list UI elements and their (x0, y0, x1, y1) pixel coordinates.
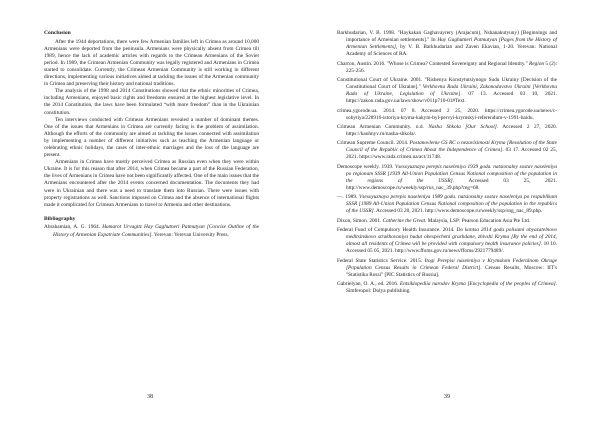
ref-title: Hay Gaghutneri Patmutyan [Pages from the History of Armenian Settlements] (346, 37, 557, 51)
bibliography-entry (337, 30, 557, 58)
bibliography-entry (337, 140, 557, 161)
ref-text: Crimean Supreme Council. 2014. (337, 140, 410, 147)
conclusion-heading: Conclusion (44, 30, 71, 36)
ref-text: . Accessed 03 20, 2021. http://www.demoscope.ru/weekly/ssp/sng_nac_89.php. (373, 208, 543, 215)
conclusion-paragraph: Ten interviews conducted with Crimean Armenians revealed a number of dominant themes. One of the issues that Armenians in Crimea are currently facing is the problem of assimilation. Although the efforts of the community are aimed at tackling the issues connected with assimilation by implementing a number of different initiatives such as teaching the Armenian language or celebrating ethnic holidays, the cases of inter-ethnic marriages and the loss of the language are present. (44, 116, 259, 159)
bibliography-entry (337, 258, 557, 279)
ref-text: Abrahamian, A. G. 1964. (44, 224, 103, 231)
bibliography-entry (337, 61, 557, 75)
ref-text: , by V. B. Barkhudarian and Zaven Ekavian, 1-20. Yerevan: National Academy of Sciences of RA. (346, 44, 558, 58)
bibliography-entry (337, 108, 557, 122)
ref-text: Constitutional Court of Ukraine. 2001. "Rishenya Konstytutsiynogo Sudu Ukrainy [Decision of the Constitutional Court of Ukraine]." (337, 76, 557, 91)
ref-title: Entsiklopediia narodov Kryma [Encyclopedia of the peoples of Crimea] (399, 281, 556, 288)
ref-text: —. 1989. (337, 194, 360, 201)
ref-text: . Simferopol: Dolya publishing. (346, 281, 557, 295)
ref-title: Verkhovna Rada Ukraini, Zakonodavstvo Ukraini [Verkhovna Rada of Ukraine, Legislation of Ukraine] (346, 84, 557, 98)
ref-title: Itogi Perepisi naseleniya v Krymskom Federalnom Okruge [Population Census Results in Crimean Federal District] (346, 257, 557, 271)
left-column (44, 30, 259, 241)
ref-title: Vsesoyuznaya perepis naseleniya 1939 goda. natsionalny sostav naseleniya po regionam SSSR [1939 All-Union Population Census National composition of the population in the regions of the USSR] (346, 163, 558, 184)
ref-title: Catherine the Great (382, 217, 426, 224)
ref-text: Federal State Statistics Service. 2015. (337, 257, 425, 264)
ref-text: Federal Fund of Compulsory Health Insurance. 2014. (337, 227, 457, 234)
bibliography-entry (44, 224, 259, 238)
bibliography-entry (337, 77, 557, 105)
right-column (337, 30, 557, 297)
ref-text: Demoscope weekly. 1939. (337, 163, 395, 170)
ref-title: Nasha Shkola [Our School] (428, 123, 497, 130)
ref-text: . Accessed 2 27, 2020. https://kaohnyv.ru/nasha-shkola/. (346, 123, 557, 137)
conclusion-paragraph: After the 1944 deportations, there were few Armenian families left in Crimea as around 10,000 Armenians were deported from the peninsula. Armenians were physically absent from Crimea till 1989, hence the lack of academic articles with regards to the Crimean Armenians of the Soviet period. In 1989, the Crimean Armenian Community was legally registered and Armenians in Crimea started to consolidate. Currently, the Crimean Armenian Community is still working in different directions, implementing various initiatives aimed at tackling the issues of the Armenian community in Crimea and preserving their history and national traditions. (44, 38, 259, 88)
ref-text: Gabrielyan, O. A., ed. 2016. (337, 281, 400, 288)
ref-title: Do kontsa 2014 goda polisami obyazatelnovo meditsinskovo strakhovaniya budut obespecheni grazhdane, zhivshi Kryma [By the end of 2014, almost all residents of Crimea will be provided with compulsory health insurance policies] (346, 227, 557, 248)
ref-title: Vsesoyuznaya perepis naseleniya 1989 goda. natsionalny sostav naseleniya po respublikam SSSR [1989 All-Union Population Census National composition of the population in the republics of the USSR] (346, 194, 557, 215)
ref-title: Hamarot Urvagitz Hay Gaghutneri Patmutyan [Concise Outline of the History of Armenian Expatriate Communities] (53, 224, 259, 238)
bibliography-entry (337, 227, 557, 255)
ref-text: Dixon, Simon. 2001. (337, 217, 383, 224)
ref-text: . 07 13. Accessed 03 10, 2021. https://zakon.rada.gov.ua/laws/show/v011p710-01#Text. (346, 91, 558, 105)
ref-text: crimea.ygorode.ua. 2014. 07 8. Accessed 2 25, 2020. https://crimea.ygorode.ua/news/c-sobytiya/228916-istoriya-kryma-kakym-byl-pervyi-krymskyi-referendum-v-1991-baidu. (337, 107, 557, 121)
ref-text: . Census Results, Moscow: IIT's "Statistika Rossi" [PIC Statistics of Russia]. (346, 264, 558, 278)
ref-title: Postanovlenie GS RC o nezavisimosti Kryma [Resolution of the State Council of the Republic of Crimea About the Independence of Crimea] (346, 140, 557, 154)
bibliography-entry (337, 124, 557, 138)
conclusion-paragraph: Armenians in Crimea have mostly perceived Crimea as Russian even when they were within Ukraine. It is for this reason that after 2014, when Crimea became a part of the Russian Federation, the lives of Armenians in Crimea have not been significantly affected. One of the main issues that the Armenians encountered after the 2014 events concerned documentation. The documents they had were in Ukrainian and there was a need to translate them into Russian. There were issues with property registrations as well. Sanctions imposed on Crimea and the absence of international flights made it complicated for Crimean Armenians to travel to Armenia and other destinations. (44, 159, 259, 208)
ref-text: . Yerevan: Yerevan University Press. (151, 231, 229, 238)
bibliography-entry (337, 194, 557, 215)
ref-text: . Malaysia, LSP: Pearson Education Asia Pte Ltd. (425, 217, 531, 224)
bibliography-heading: Bibliography (44, 215, 76, 222)
conclusion-paragraph: The analysis of the 1998 and 2014 Constitutions showed that the ethnic minorities of Crimea, including Armenians, enjoyed basic rights and freedoms ensured at the highest legislative level. In the 2014 Constitution, the laws have been formulated “with more freedom” than in the Ukrainian constitution. (44, 88, 259, 116)
bibliography-entry (337, 164, 557, 192)
ref-title: Region (529, 60, 545, 67)
ref-text: Charron, Austin. 2016. "Whose is Crimea? Contested Sovereignty and Regional Identity." (337, 60, 529, 67)
right-page (300, 0, 600, 423)
ref-text: . 03 17. Accessed 02 25, 2021. https://www.rada.crimea.ua/act/11748. (346, 147, 557, 161)
bibliography-entry (337, 281, 557, 295)
ref-text: 5 (2): 225-256. (346, 60, 557, 74)
bibliography-entry (337, 218, 557, 225)
page-number: 38 (147, 394, 153, 400)
ref-text: . 10 10. Accessed 05 05, 2021. http://www.ffoms.gov.ru/news/ffoms/2921779489/. (346, 241, 558, 255)
ref-text: . Accessed 03 25, 2021. http://www.demoscope.ru/weekly/ssp/rus_nac_39.php?reg=68. (346, 177, 557, 191)
ref-text: Barkhudarian, V. B. 1998. "Haykakan Gaghavayrery (Arajacum), Nshanakutyuny) [Beginnings and importance of Armenian settlements]." In (337, 30, 557, 44)
page-number: 39 (444, 394, 450, 400)
ref-text: Crimean Armenian Community. n.d. (337, 123, 429, 130)
